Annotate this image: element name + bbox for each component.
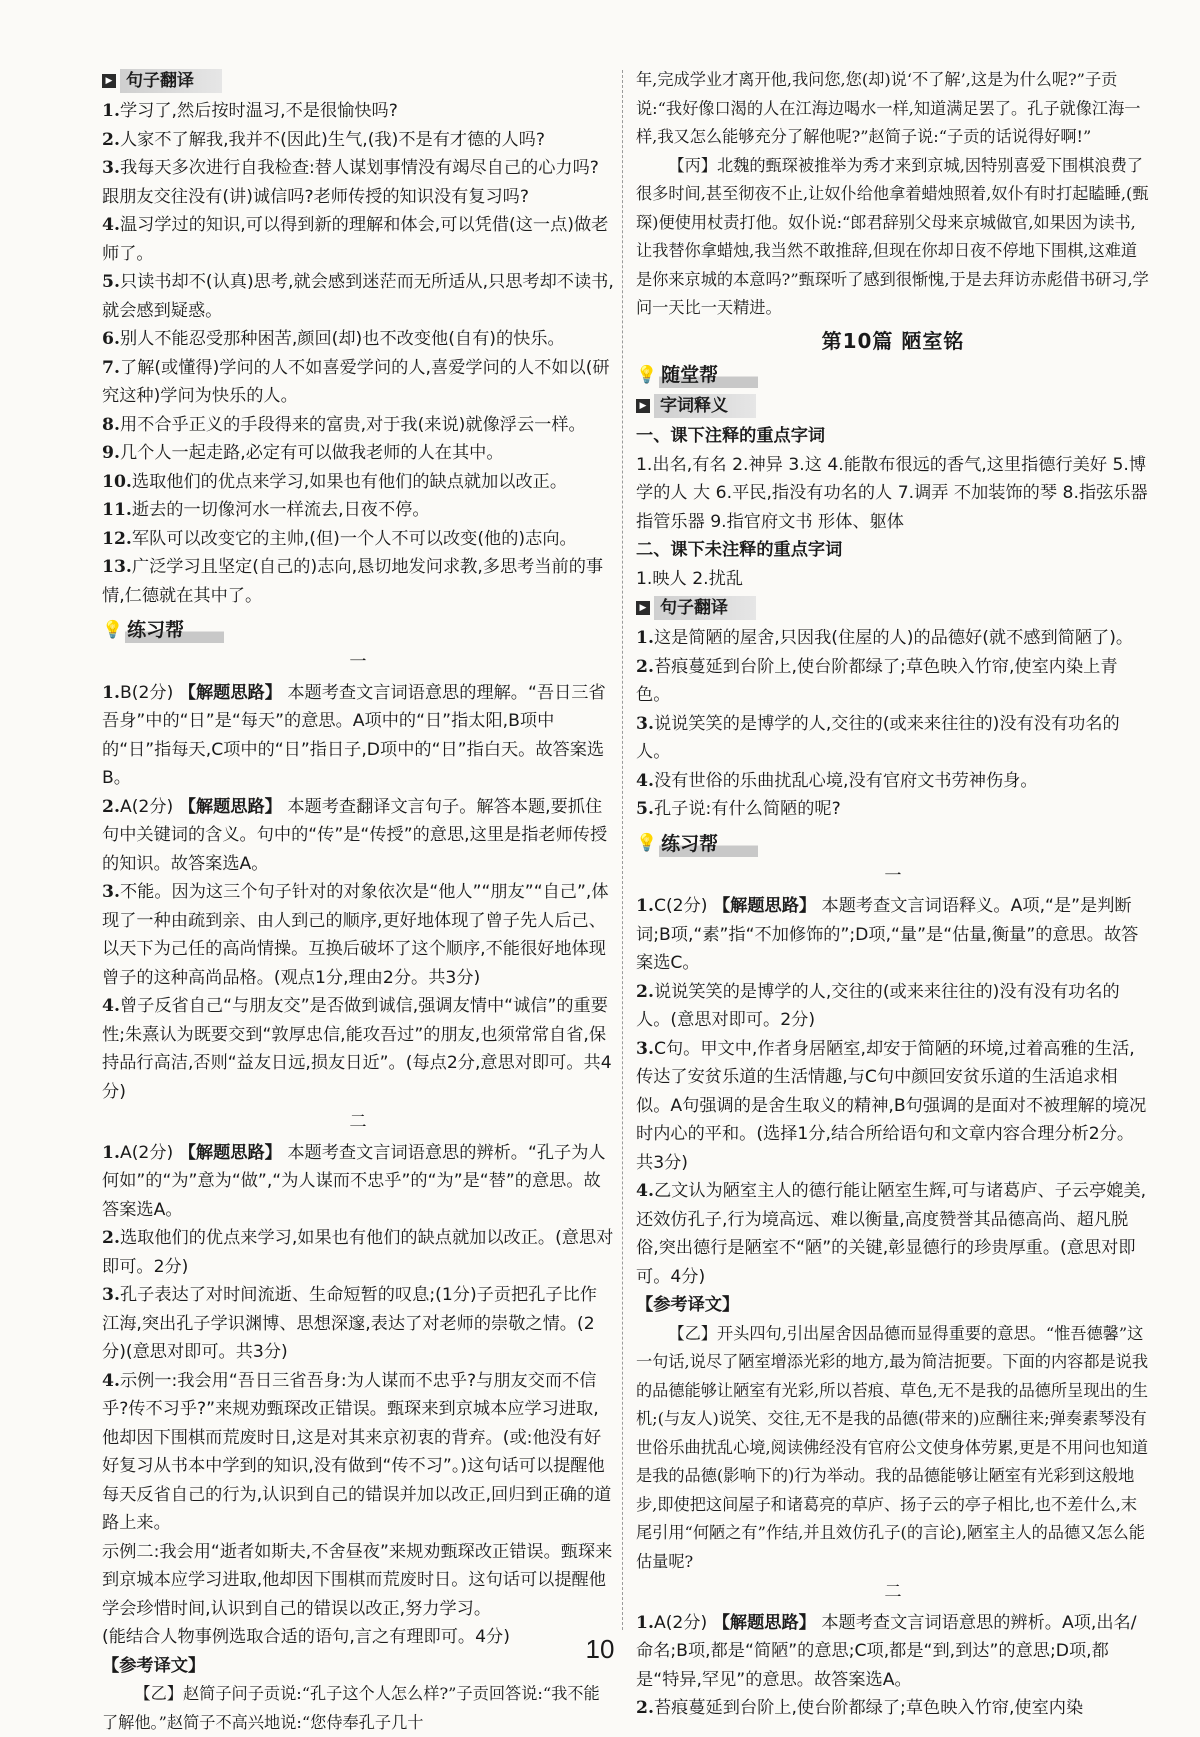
list-item [102, 1538, 614, 1624]
item-text: 本题考查文言词语意思的辨析。A项,出名/命名;B项,都是“简陋”的意思;C项,都是“到,到达”的意思;D项,都是“特异,罕见”的意思。故答案选A。 [636, 1612, 1137, 1690]
lightbulb-icon: 💡 [636, 833, 658, 854]
sentence-translation-title: 句子翻译 [120, 69, 222, 93]
play-icon: ▶ [102, 74, 116, 88]
item-number: 3. [102, 882, 120, 902]
item-text: 逝去的一切像河水一样流去,日夜不停。 [131, 500, 430, 520]
answer-choice: B(2分) [119, 682, 179, 703]
reference-translation-title: 【参考译文】 [102, 1655, 206, 1676]
item-text: 不能。因为这三个句子针对的对象依次是“他人”“朋友”“自己”,体现了一种由疏到亲、由人到己的顺序,更好地体现了曾子先人后己、以天下为己任的高尚情操。互换后破坏了这个顺序,不能很好地体现曾子的这种高尚品格。(观点1分,理由2分。共3分) [102, 882, 609, 988]
list-item [102, 97, 614, 126]
play-icon: ▶ [636, 601, 650, 615]
right-column [636, 66, 1150, 1723]
reference-yi-text: 【乙】开头四句,引出屋舍因品德而显得重要的意思。“惟吾德馨”这一句话,说尽了陋室增添光彩的地方,最为简洁扼要。下面的内容都是说我的品德能够让陋室有光彩,所以苔痕、草色,无不是我的品德所呈现出的生机;(与友人)说笑、交往,无不是我的品德(带来的)应酬往来;弹奏素琴没有世俗乐曲扰乱心境,阅读佛经没有官府公文使身体劳累,更是不用问也知道是我的品德(影响下的)行为举动。我的品德能够让陋室有光彩到这般地步,即使把这间屋子和诸葛亮的草庐、扬子云的亭子相比,也不差什么,末尾引用“何陋之有”作结,并且效仿孔子(的言论),陋室主人的品德又怎么能估量呢? [636, 1323, 1149, 1571]
item-text: 别人不能忍受那种困苦,颜回(却)也不改变他(自有)的快乐。 [119, 329, 565, 349]
item-text: 用不合乎正义的手段得来的富贵,对于我(来说)就像浮云一样。 [119, 414, 586, 435]
reference-bing-text: 【丙】北魏的甄琛被推举为秀才来到京城,因特别喜爱下围棋浪费了很多时间,甚至彻夜不止,让奴仆给他拿着蜡烛照着,奴仆有时打起瞌睡,(甄琛)便使用杖责打他。奴仆说:“郎君辞别父母来京城做官,如果因为读书,让我替你拿蜡烛,我当然不敢推辞,但现在你却日夜不停地下围棋,这难道是你来京城的本意吗?”甄琛听了感到很惭愧,于是去拜访赤彪借书研习,学问一天比一天精进。 [636, 155, 1149, 317]
item-number: 2. [636, 656, 654, 677]
play-icon: ▶ [636, 399, 650, 413]
word-explanation-bar [636, 393, 1150, 419]
word-explanation-title: 字词释义 [654, 394, 756, 418]
item-number: 4. [636, 1181, 654, 1201]
reference-translation-title: 【参考译文】 [636, 1295, 740, 1315]
sentence-translation-title: 句子翻译 [654, 596, 756, 620]
translation-list [636, 624, 1150, 824]
item-text: 本题考查翻译文言句子。解答本题,要抓住句中关键词的含义。句中的“传”是“传授”的意思,这里是指老师传授的知识。故答案选A。 [102, 796, 608, 874]
item-number: 1. [102, 1142, 120, 1163]
list-item [102, 411, 614, 440]
answer-list-two [102, 1139, 614, 1652]
list-item [636, 624, 1150, 653]
item-number: 6. [102, 329, 120, 349]
annotated-words: 1.出名,有名 2.神异 3.这 4.能散布很远的香气,这里指德行美好 5.博学的人 大 6.平民,指没有功名的人 7.调弄 不加装饰的琴 8.指弦乐器 指管乐器 9.指官府文书 形体、躯体 [636, 454, 1148, 532]
item-text: (能结合人物事例选取合适的语句,言之有理即可。4分) [102, 1627, 510, 1647]
item-number: 11. [102, 500, 132, 520]
item-text: 本题考查文言词语意思的理解。“吾日三省吾身”中的“日”是“每天”的意思。A项中的“日”指太阳,B项中的“日”指每天,C项中的“日”指日子,D项中的“日”指白天。故答案选B。 [102, 682, 606, 788]
item-text: 苔痕蔓延到台阶上,使台阶都绿了;草色映入竹帘,使室内染 [653, 1698, 1084, 1718]
item-number: 4. [636, 770, 654, 791]
list-item [102, 268, 614, 325]
item-text: 没有世俗的乐曲扰乱心境,没有官府文书劳神伤身。 [653, 770, 1038, 791]
item-text: 学习了,然后按时温习,不是很愉快吗? [119, 101, 398, 121]
list-item [102, 1367, 614, 1538]
list-item [102, 439, 614, 468]
item-number: 3. [102, 1285, 120, 1305]
list-item [636, 978, 1150, 1035]
item-number: 2. [102, 129, 120, 150]
item-text: 了解(或懂得)学问的人不如喜爱学问的人,喜爱学问的人不如以(研究这种)学问为快乐的人。 [102, 357, 610, 406]
chapter-title: 第10篇 陋室铭 [821, 328, 965, 353]
item-text: C句。甲文中,作者身居陋室,却安于简陋的环境,过着高雅的生活,传达了安贫乐道的生活情趣,与C句中颜回安贫乐道的生活追求相似。A句强调的是舍生取义的精神,B句强调的是面对不被理解的境况时内心的平和。(选择1分,结合所给语句和文章内容合理分析2分。共3分) [636, 1038, 1147, 1173]
item-text: 本题考查文言词语释义。A项,“是”是判断词;B项,“素”指“不加修饰的”;D项,“量”是“估量,衡量”的意思。故答案选C。 [636, 896, 1139, 973]
part-one-label: 一 [349, 652, 367, 672]
lightbulb-icon: 💡 [102, 619, 124, 640]
item-number: 1. [636, 1612, 654, 1633]
part-two-label: 二 [884, 1582, 902, 1602]
list-item [102, 468, 614, 497]
part-two-label: 二 [349, 1112, 367, 1132]
reference-continued-text: 年,完成学业才离开他,我问您,您(却)说‘不了解’,这是为什么呢?”子贡说:“我好像口渴的人在江海边喝水一样,知道满足罢了。孔子就像江海一样,我又怎么能够充分了解他呢?”赵简子说:“子贡的话说得好啊!” [636, 70, 1141, 146]
item-number: 4. [102, 1370, 120, 1391]
item-text: 本题考查文言词语意思的辨析。“孔子为人何如”的“为”意为“做”,“为人谋而不忠乎”的“为”是“替”的意思。故答案选A。 [102, 1142, 606, 1220]
list-item [636, 795, 1150, 824]
item-text: 说说笑笑的是博学的人,交往的(或来来往往的)没有没有功名的人。 [636, 713, 1120, 762]
column-divider [622, 70, 623, 1630]
item-number: 1. [636, 628, 654, 648]
item-text: 我每天多次进行自我检查:替人谋划事情没有竭尽自己的心力吗?跟朋友交往没有(讲)诚信吗?老师传授的知识没有复习吗? [102, 158, 599, 207]
list-item [636, 767, 1150, 796]
item-number: 1. [102, 682, 120, 703]
item-number: 4. [102, 996, 120, 1016]
list-item [636, 653, 1150, 710]
item-text: 军队可以改变它的主帅,(但)一个人不可以改变(他的)志向。 [131, 528, 577, 549]
class-help-header [636, 361, 1150, 389]
item-number: 1. [636, 896, 654, 916]
item-number: 5. [102, 272, 120, 292]
item-text: 孔子表达了对时间流逝、生命短暂的叹息;(1分)子贡把孔子比作江海,突出孔子学识渊博、思想深邃,表达了对老师的崇敬之情。(2分)(意思对即可。共3分) [102, 1285, 597, 1362]
item-number: 1. [102, 101, 120, 121]
unannotated-words: 1.映人 2.扰乱 [636, 568, 744, 589]
solution-tag: 【解题思路】 [712, 1612, 816, 1633]
answer-choice: C(2分) [653, 896, 713, 916]
translation-list [102, 97, 614, 610]
sentence-translation-bar [102, 68, 614, 94]
part-one-label: 一 [884, 865, 902, 886]
item-number: 8. [102, 414, 120, 435]
list-item [102, 1224, 614, 1281]
list-item [102, 496, 614, 525]
list-item [102, 211, 614, 268]
list-item [102, 325, 614, 354]
item-number: 7. [102, 357, 120, 378]
list-item [636, 1177, 1150, 1291]
reference-text: 【乙】赵简子问子贡说:“孔子这个人怎么样?”子贡回答说:“我不能了解他。”赵简子不高兴地说:“您侍奉孔子几十 [102, 1684, 600, 1732]
item-text: 选取他们的优点来学习,如果也有他们的缺点就加以改正。 [131, 471, 568, 492]
item-number: 3. [636, 713, 654, 734]
solution-tag: 【解题思路】 [712, 896, 817, 916]
item-number: 9. [102, 443, 120, 463]
lightbulb-icon: 💡 [636, 364, 658, 385]
list-item [636, 892, 1150, 978]
practice-title: 练习帮 [125, 617, 224, 643]
list-item [102, 154, 614, 211]
list-item [102, 126, 614, 155]
list-item [102, 553, 614, 610]
item-number: 2. [102, 1228, 120, 1248]
list-item [636, 1694, 1150, 1723]
practice-section-header [636, 830, 1150, 858]
item-number: 2. [636, 981, 654, 1002]
answer-choice: A(2分) [119, 1142, 179, 1163]
solution-tag: 【解题思路】 [178, 1142, 282, 1163]
item-text: 乙文认为陋室主人的德行能让陋室生辉,可与诸葛庐、子云亭媲美,还效仿孔子,行为境高远、难以衡量,高度赞誉其品德高尚、超凡脱俗,突出德行是陋室不“陋”的关键,彰显德行的珍贵厚重。(意思对即可。4分) [636, 1181, 1147, 1287]
item-number: 5. [636, 799, 654, 819]
item-text: 曾子反省自己“与朋友交”是否做到诚信,强调友情中“诚信”的重要性;朱熹认为既要交到“敦厚忠信,能攻吾过”的朋友,也须常常自省,保持品行高洁,否则“益友日远,损友日近”。(每点2分,意思对即可。共4分) [102, 996, 612, 1102]
answer-list-two [636, 1609, 1150, 1723]
answer-list-one [102, 679, 614, 1107]
annotated-words-title: 一、课下注释的重点字词 [636, 426, 826, 446]
list-item [102, 1281, 614, 1367]
item-text: 示例一:我会用“吾日三省吾身:为人谋而不忠乎?与朋友交而不信乎?传不习乎?”来规劝甄琛改正错误。甄琛来到京城本应学习进取,他却因下围棋而荒废时日,这是对其来京初衷的背弃。(或:他没有好好复习从书本中学到的知识,没有做到“传不习”。)这句话可以提醒他每天反省自己的行为,认识到自己的错误并加以改正,回归到正确的道路上来。 [102, 1370, 612, 1533]
left-column [102, 66, 614, 1737]
item-number: 2. [102, 796, 120, 817]
unannotated-words-title: 二、课下未注释的重点字词 [636, 540, 843, 560]
solution-tag: 【解题思路】 [178, 682, 282, 703]
practice-title: 练习帮 [659, 831, 758, 857]
reference-translation [636, 1320, 1150, 1577]
item-number: 12. [102, 528, 132, 549]
list-item [102, 354, 614, 411]
item-text: 说说笑笑的是博学的人,交往的(或来来往往的)没有没有功名的人。(意思对即可。2分) [636, 981, 1120, 1030]
answer-choice: A(2分) [653, 1612, 713, 1633]
list-item [102, 679, 614, 793]
item-text: 孔子说:有什么简陋的呢? [653, 799, 841, 819]
answer-list-one [636, 892, 1150, 1291]
list-item [636, 710, 1150, 767]
item-text: 苔痕蔓延到台阶上,使台阶都绿了;草色映入竹帘,使室内染上青色。 [636, 656, 1118, 705]
solution-tag: 【解题思路】 [178, 796, 282, 817]
list-item [636, 1035, 1150, 1178]
item-text: 只读书却不(认真)思考,就会感到迷茫而无所适从,只思考却不读书,就会感到疑惑。 [102, 272, 614, 321]
item-text: 温习学过的知识,可以得到新的理解和体会,可以凭借(这一点)做老师了。 [102, 215, 609, 264]
page-number: 10 [585, 1634, 615, 1664]
item-number: 13. [102, 557, 132, 577]
list-item [102, 525, 614, 554]
reference-translation [102, 1680, 614, 1737]
item-text: 几个人一起走路,必定有可以做我老师的人在其中。 [119, 443, 504, 463]
list-item [102, 1139, 614, 1225]
item-text: 这是简陋的屋舍,只因我(住屋的人)的品德好(就不感到简陋了)。 [653, 628, 1134, 648]
list-item [102, 992, 614, 1106]
item-number: 10. [102, 471, 132, 492]
item-number: 2. [636, 1698, 654, 1718]
list-item [102, 878, 614, 992]
practice-section-header [102, 616, 614, 644]
list-item [102, 793, 614, 879]
item-number: 3. [102, 158, 120, 178]
item-text: 选取他们的优点来学习,如果也有他们的缺点就加以改正。(意思对即可。2分) [102, 1228, 614, 1277]
answer-choice: A(2分) [119, 796, 179, 817]
reference-translation-continued [636, 66, 1150, 323]
item-number: 3. [636, 1038, 654, 1059]
item-number: 4. [102, 215, 120, 235]
class-help-title: 随堂帮 [659, 362, 758, 388]
item-text: 人家不了解我,我并不(因此)生气,(我)不是有才德的人吗? [119, 129, 545, 150]
item-text: 示例二:我会用“逝者如斯夫,不舍昼夜”来规劝甄琛改正错误。甄琛来到京城本应学习进取,他却因下围棋而荒废时日。这句话可以提醒他学会珍惜时间,认识到自己的错误以改正,努力学习。 [102, 1541, 613, 1619]
sentence-translation-bar [636, 595, 1150, 621]
item-text: 广泛学习且坚定(自己的)志向,恳切地发问求教,多思考当前的事情,仁德就在其中了。 [102, 557, 604, 606]
